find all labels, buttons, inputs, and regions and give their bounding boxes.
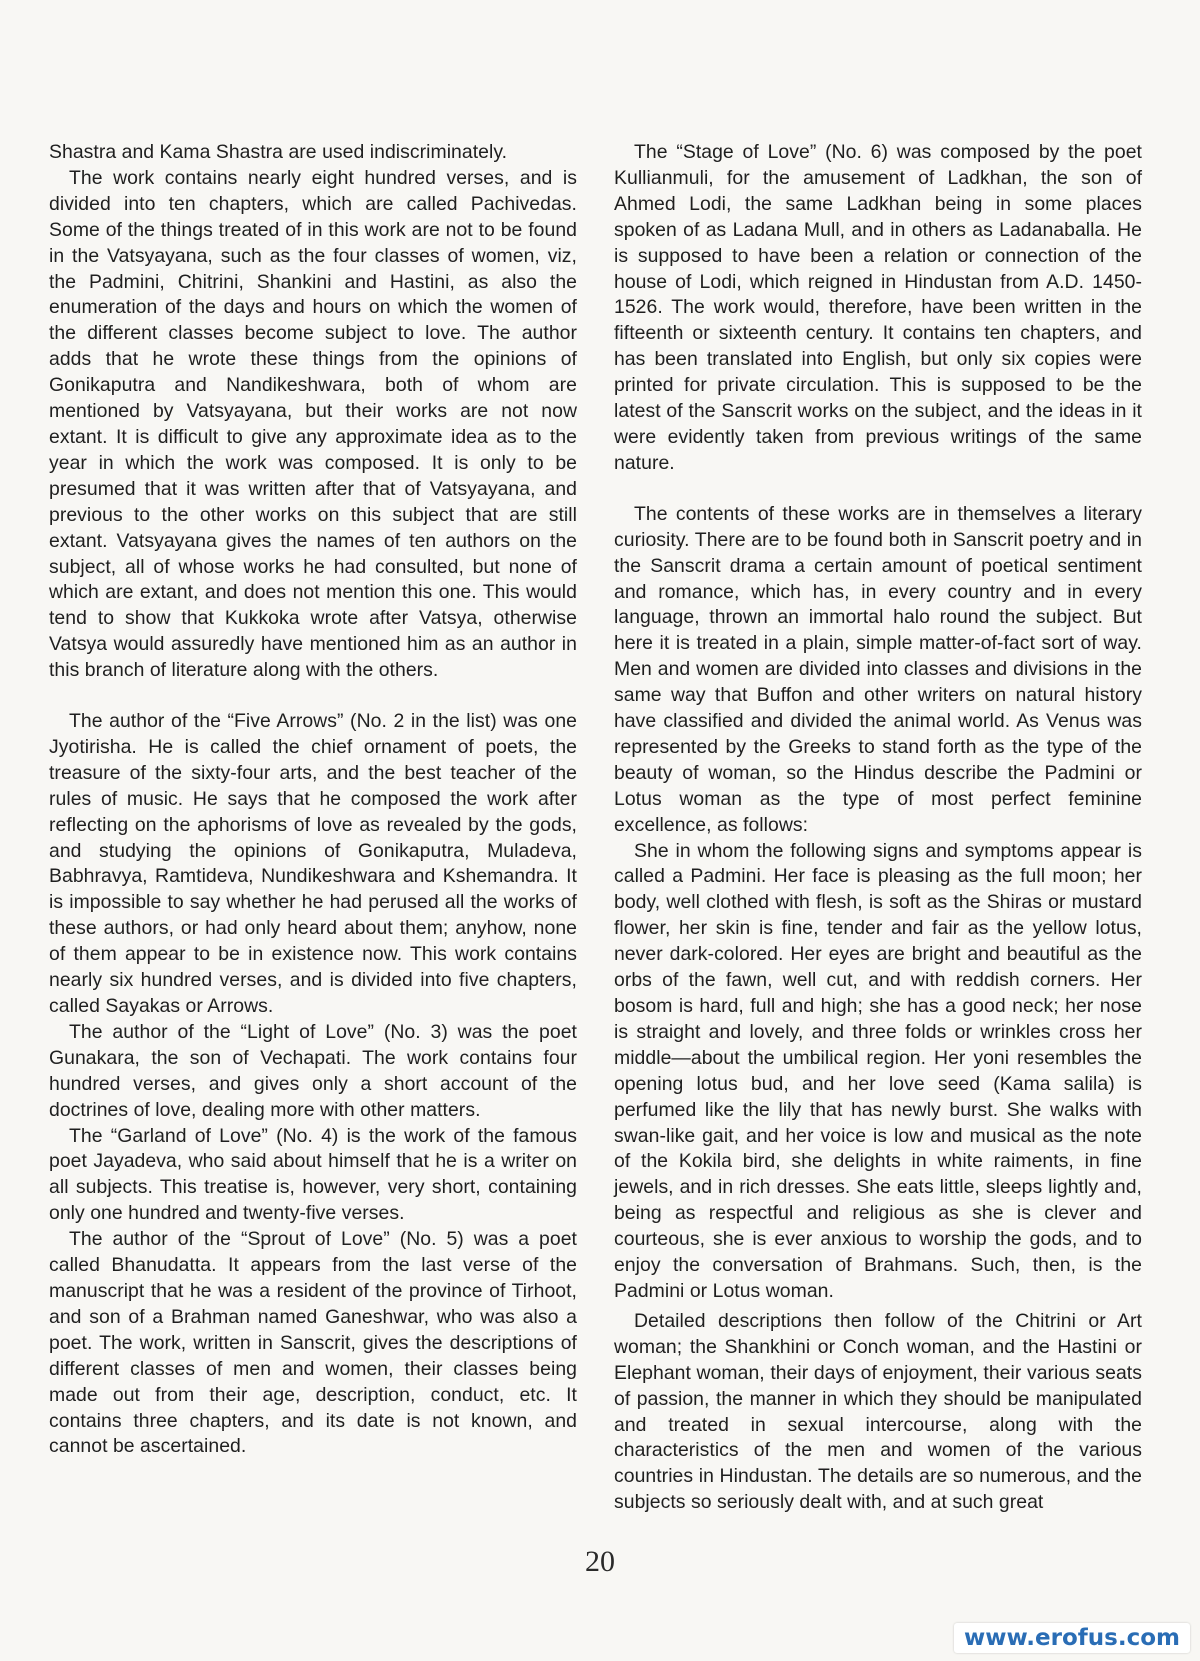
paragraph-left-3: The author of the “Five Arrows” (No. 2 in the list) was one Jyotirisha. He is called the chief ornament of poets, the treasure of the sixty-four arts, and the best teacher of the rules of music. He says that he composed the work after reflecting on the aphorisms of love as revealed by the gods, and studying the opinions of Gonikaputra, Muladeva, Babhravya, Ramtideva, Nundikeshwara and Kshemandra. It is impossible to say whether he had perused all the works of these authors, or had only heard about them; anyhow, none of them appear to be in existence now. This work contains nearly six hundred verses, and is divided into five chapters, called Sayakas or Arrows. [49,710,577,1017]
paragraph-left-4: The author of the “Light of Love” (No. 3) was the poet Gunakara, the son of Vechapati. The work contains four hundred verses, and gives only a short account of the doctrines of love, dealing more with other matters. [49,1020,577,1121]
paragraph-right-1: The “Stage of Love” (No. 6) was composed by the poet Kullianmuli, for the amusement of Ladkhan, the son of Ahmed Lodi, the same Ladkhan being in some places spoken of as Ladana Mull, and in others as Ladanaballa. He is supposed to have been a relation or connection of the house of Lodi, which reigned in Hindustan from A.D. 1450-1526. The work would, therefore, have been written in the fifteenth or sixteenth century. It contains ten chapters, and has been translated into English, but only six copies were printed for private circulation. This is supposed to be the latest of the Sanscrit works on the subject, and the ideas in it were evidently taken from previous writings of the same nature. [614,141,1142,474]
paragraph-left-2: The work contains nearly eight hundred verses, and is divided into ten chapters, which are called Pachivedas. Some of the things treated of in this work are not to be found in the Vatsyayana, such as the four classes of women, viz, the Padmini, Chitrini, Shankini and Hastini, as also the enumeration of the days and hours on which the women of the different classes become subject to love. The author adds that he wrote these things from the opinions of Gonikaputra and Nandikeshwara, both of whom are mentioned by Vatsyayana, but their works are not now extant. It is difficult to give any approximate idea as to the year in which the work was composed. It is only to be presumed that it was written after that of Vatsyayana, and previous to the other works on this subject that are still extant. Vatsyayana gives the names of ten authors on the subject, all of whose works he had consulted, but none of which are extant, and does not mention this one. This would tend to show that Kukkoka wrote after Vatsya, otherwise Vatsya would assuredly have mentioned him as an author in this branch of literature along with the others. [49,166,577,682]
left-column [49,140,577,1460]
paragraph-left-6: The author of the “Sprout of Love” (No. 5) was a poet called Bhanudatta. It appears from the last verse of the manuscript that he was a resident of the province of Tirhoot, and son of a Brahman named Ganeshwar, who was also a poet. The work, written in Sanscrit, gives the descriptions of different classes of men and women, their classes being made out from their age, description, conduct, etc. It contains three chapters, and its date is not known, and cannot be ascertained. [49,1228,577,1458]
paragraph-right-3: She in whom the following signs and symptoms appear is called a Padmini. Her face is pleasing as the full moon; her body, well clothed with flesh, is soft as the Shiras or mustard flower, her skin is fine, tender and fair as the yellow lotus, never dark-colored. Her eyes are bright and beautiful as the orbs of the fawn, well cut, and with reddish corners. Her bosom is hard, full and high; she has a good neck; her nose is straight and lovely, and three folds or wrinkles cross her middle—about the umbilical region. Her yoni resembles the opening lotus bud, and her love seed (Kama salila) is perfumed like the lily that has newly burst. She walks with swan-like gait, and her voice is low and musical as the note of the Kokila bird, she delights in white raiments, in fine jewels, and in rich dresses. She eats little, sleeps lightly and, being as respectful and religious as she is clever and courteous, she is ever anxious to worship the gods, and to enjoy the conversation of Brahmans. Such, then, is the Padmini or Lotus woman. [614,839,1142,1302]
paragraph-left-5: The “Garland of Love” (No. 4) is the work of the famous poet Jayadeva, who said about himself that he is a writer on all subjects. This treatise is, however, very short, containing only one hundred and twenty-five verses. [49,1124,577,1225]
right-column [614,140,1142,1516]
page-number: 20 [585,1545,615,1578]
site-watermark: www.erofus.com [954,1623,1190,1653]
paragraph-right-2: The contents of these works are in themselves a literary curiosity. There are to be found both in Sanscrit poetry and in the Sanscrit drama a certain amount of poetical sentiment and romance, which has, in every country and in every language, thrown an immortal halo round the subject. But here it is treated in a plain, simple matter-of-fact sort of way. Men and women are divided into classes and divisions in the same way that Buffon and other writers on natural history have classified and divided the animal world. As Venus was represented by the Greeks to stand forth as the type of the beauty of woman, so the Hindus describe the Padmini or Lotus woman as the type of most perfect feminine excellence, as follows: [614,502,1142,836]
paragraph-left-1: Shastra and Kama Shastra are used indiscriminately. [49,141,508,163]
paragraph-right-4: Detailed descriptions then follow of the Chitrini or Art woman; the Shankhini or Conch woman, and the Hastini or Elephant woman, their days of enjoyment, their various seats of passion, the manner in which they should be manipulated and treated in sexual intercourse, along with the characteristics of the men and women of the various countries in Hindustan. The details are so numerous, and the subjects so seriously dealt with, and at such great [614,1309,1142,1514]
